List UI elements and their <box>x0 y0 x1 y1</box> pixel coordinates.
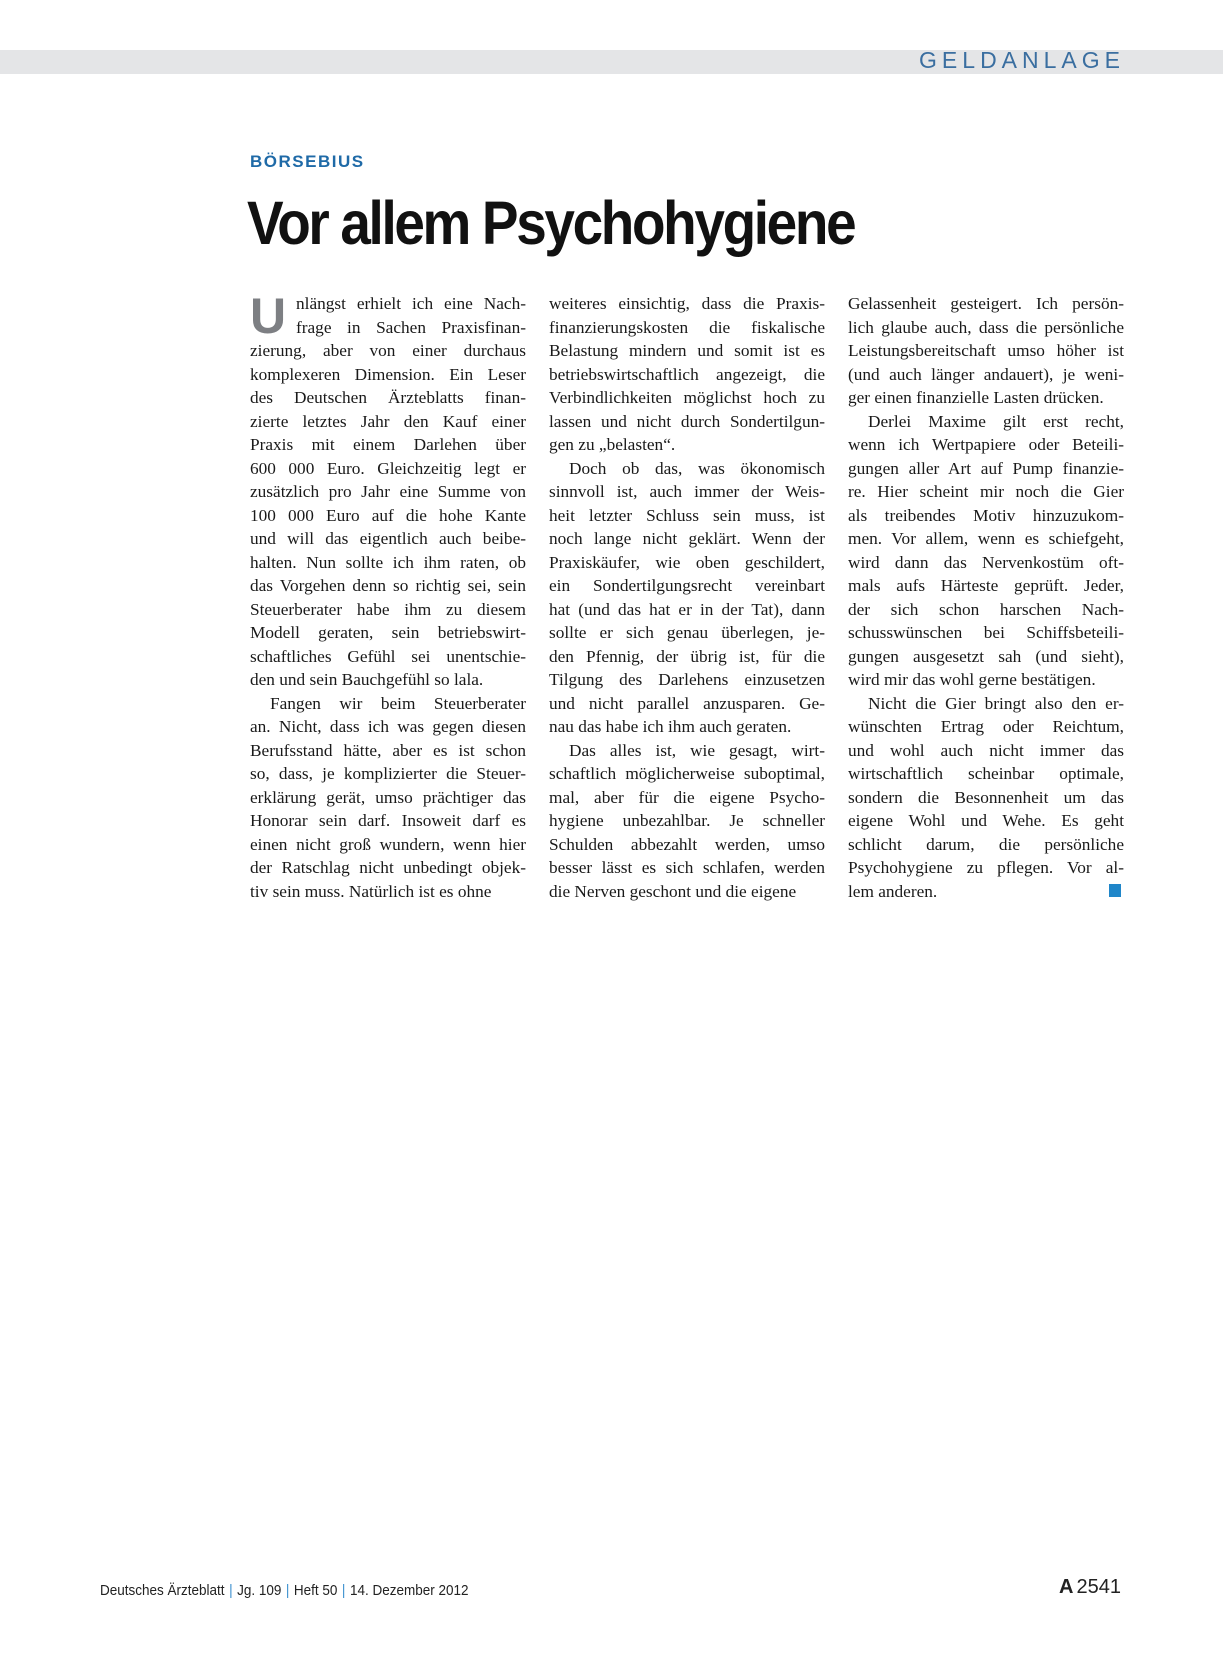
text-line: wird dann das Nervenkostüm oft- <box>848 552 1124 572</box>
text-line: zierte letztes Jahr den Kauf einer <box>250 411 526 431</box>
text-line: frage in Sachen Praxisfinan- <box>296 317 526 337</box>
text-line: tiv sein muss. Natürlich ist es ohne <box>250 881 492 901</box>
text-line: des Deutschen Ärzteblatts finan- <box>250 388 526 407</box>
text-line: Tilgung des Darlehens einzusetzen <box>549 670 825 689</box>
text-line: den Pfennig, der übrig ist, für die <box>549 646 825 666</box>
text-line: Fangen wir beim Steuerberater <box>270 693 526 713</box>
footer-volume: Jg. 109 <box>237 1582 282 1599</box>
text-line: den und sein Bauchgefühl so lala. <box>250 670 484 689</box>
text-line: an. Nicht, dass ich was gegen diesen <box>250 717 526 736</box>
text-line: betriebswirtschaftlich angezeigt, die <box>549 364 825 384</box>
text-line: Modell geraten, sein betriebswirt- <box>250 623 526 642</box>
text-line: die Nerven geschont und die eigene <box>549 881 797 901</box>
text-line: so, dass, je komplizierter die Steuer- <box>250 764 526 783</box>
text-line: mal, aber für die eigene Psycho- <box>549 787 825 807</box>
text-line: mals aufs Härteste geprüft. Jeder, <box>848 576 1124 595</box>
text-line: nlängst erhielt ich eine Nach- <box>296 294 526 313</box>
text-line: einen nicht groß wundern, wenn hier <box>250 834 526 854</box>
column-1-lines <box>250 339 526 903</box>
text-line: Psychohygiene zu pflegen. Vor al- <box>848 858 1124 877</box>
text-line: Schulden abbezahlt werden, umso <box>549 834 825 854</box>
text-line: nau das habe ich ihm auch geraten. <box>549 717 792 736</box>
text-line: Praxis mit einem Darlehen über <box>250 435 526 454</box>
text-line: und nicht parallel anzusparen. Ge- <box>549 693 825 713</box>
footer-issue: Heft 50 <box>293 1582 338 1599</box>
text-line: ger einen finanzielle Lasten drücken. <box>848 388 1104 407</box>
footer-separator: | <box>229 1582 233 1599</box>
text-line: sondern die Besonnenheit um das <box>848 787 1124 807</box>
text-line: und will das eigentlich auch beibe- <box>250 529 526 548</box>
text-line: zusätzlich pro Jahr eine Summe von <box>250 482 526 501</box>
text-line: der sich schon harschen Nach- <box>848 599 1124 619</box>
text-line: hat (und das hat er in der Tat), dann <box>549 599 825 619</box>
text-line: wirtschaftlich scheinbar optimale, <box>848 764 1124 783</box>
article-end-marker <box>1109 884 1121 897</box>
text-line: wird mir das wohl gerne bestätigen. <box>848 670 1096 689</box>
rubric-label: BÖRSEBIUS <box>250 152 365 171</box>
drop-cap: U <box>250 288 287 344</box>
text-line: sollte er sich genau überlegen, je- <box>549 623 825 642</box>
text-line: halten. Nun sollte ich ihm raten, ob <box>250 552 526 572</box>
lead-paragraph-start <box>250 288 526 344</box>
text-line: Honorar sein darf. Insoweit darf es <box>250 811 526 830</box>
page-number-value: 2541 <box>1076 1576 1121 1598</box>
text-line: hygiene unbezahlbar. Je schneller <box>549 811 825 830</box>
text-line: wünschten Ertrag oder Reichtum, <box>848 717 1124 736</box>
text-line: Nicht die Gier bringt also den er- <box>868 693 1124 713</box>
text-line: Gelassenheit gesteigert. Ich persön- <box>848 294 1124 313</box>
text-line: Leistungsbereitschaft umso höher ist <box>848 341 1124 360</box>
text-line: schlicht darum, die persönliche <box>848 834 1124 854</box>
text-line: heit letzter Schluss sein muss, ist <box>549 505 825 525</box>
text-line: erklärung gerät, umso prächtiger das <box>250 787 526 807</box>
text-line: gungen aller Art auf Pump finanzie- <box>848 458 1124 478</box>
text-line: finanzierungskosten die fiskalische <box>549 317 825 337</box>
text-line: weiteres einsichtig, dass die Praxis- <box>549 294 825 313</box>
footer-date: 14. Dezember 2012 <box>349 1582 469 1599</box>
text-line: Berufsstand hätte, aber es ist schon <box>250 740 526 760</box>
text-line: lem anderen. <box>848 881 938 901</box>
text-line: Das alles ist, wie gesagt, wirt- <box>569 740 825 760</box>
text-line: zierung, aber von einer durchaus <box>250 341 526 360</box>
page-prefix: A <box>1059 1576 1074 1598</box>
text-line: (und auch länger andauert), je weni- <box>848 364 1124 384</box>
column-3-lines <box>848 292 1124 903</box>
text-line: Steuerberater habe ihm zu diesem <box>250 599 526 619</box>
text-line: gen zu „belasten“. <box>549 435 676 454</box>
section-label: GELDANLAGE <box>919 47 1125 73</box>
column-2-lines <box>549 292 825 903</box>
text-line: Belastung mindern und somit ist es <box>549 341 825 360</box>
footer-separator: | <box>285 1582 290 1599</box>
footer-citation <box>100 1582 469 1599</box>
text-line: Praxiskäufer, wie oben geschildert, <box>549 552 825 572</box>
text-line: 100 000 Euro auf die hohe Kante <box>250 505 526 525</box>
text-line: Verbindlichkeiten möglichst hoch zu <box>549 388 825 407</box>
text-line: ein Sondertilgungsrecht vereinbart <box>549 576 825 595</box>
article-column-3 <box>848 292 1124 903</box>
text-line: eigene Wohl und Wehe. Es geht <box>848 811 1124 830</box>
footer-separator: | <box>341 1582 346 1599</box>
text-line: schaftliches Gefühl sei unentschie- <box>250 646 526 666</box>
text-line: gungen ausgesetzt sah (und sieht), <box>848 646 1124 666</box>
text-line: noch lange nicht geklärt. Wenn der <box>549 529 825 548</box>
article-column-2 <box>549 292 825 903</box>
text-line: schaftlich möglicherweise suboptimal, <box>549 764 825 783</box>
page-number <box>1059 1576 1121 1599</box>
article-column-1 <box>250 288 526 903</box>
article-headline: Vor allem Psychohygiene <box>247 189 855 257</box>
text-line: schusswünschen bei Schiffsbeteili- <box>848 623 1124 642</box>
text-line: das Vorgehen denn so richtig sei, sein <box>250 576 526 595</box>
text-line: lassen und nicht durch Sondertilgun- <box>549 411 825 431</box>
text-line: wenn ich Wertpapiere oder Beteili- <box>848 435 1124 454</box>
text-line: Derlei Maxime gilt erst recht, <box>868 411 1124 431</box>
text-line: und wohl auch nicht immer das <box>848 740 1124 760</box>
text-line: re. Hier scheint mir noch die Gier <box>848 482 1124 501</box>
text-line: lich glaube auch, dass die persönliche <box>848 317 1124 337</box>
text-line: komplexeren Dimension. Ein Leser <box>250 364 526 384</box>
text-line: der Ratschlag nicht unbedingt objek- <box>250 858 526 877</box>
text-line: 600 000 Euro. Gleichzeitig legt er <box>250 458 526 478</box>
text-line: men. Vor allem, wenn es schiefgeht, <box>848 529 1124 548</box>
footer-journal: Deutsches Ärzteblatt <box>100 1582 225 1599</box>
text-line: besser lässt es sich schlafen, werden <box>549 858 825 877</box>
text-line: als treibendes Motiv hinzuzukom- <box>848 505 1124 525</box>
text-line: sinnvoll ist, auch immer der Weis- <box>549 482 825 501</box>
text-line: Doch ob das, was ökonomisch <box>569 458 825 478</box>
